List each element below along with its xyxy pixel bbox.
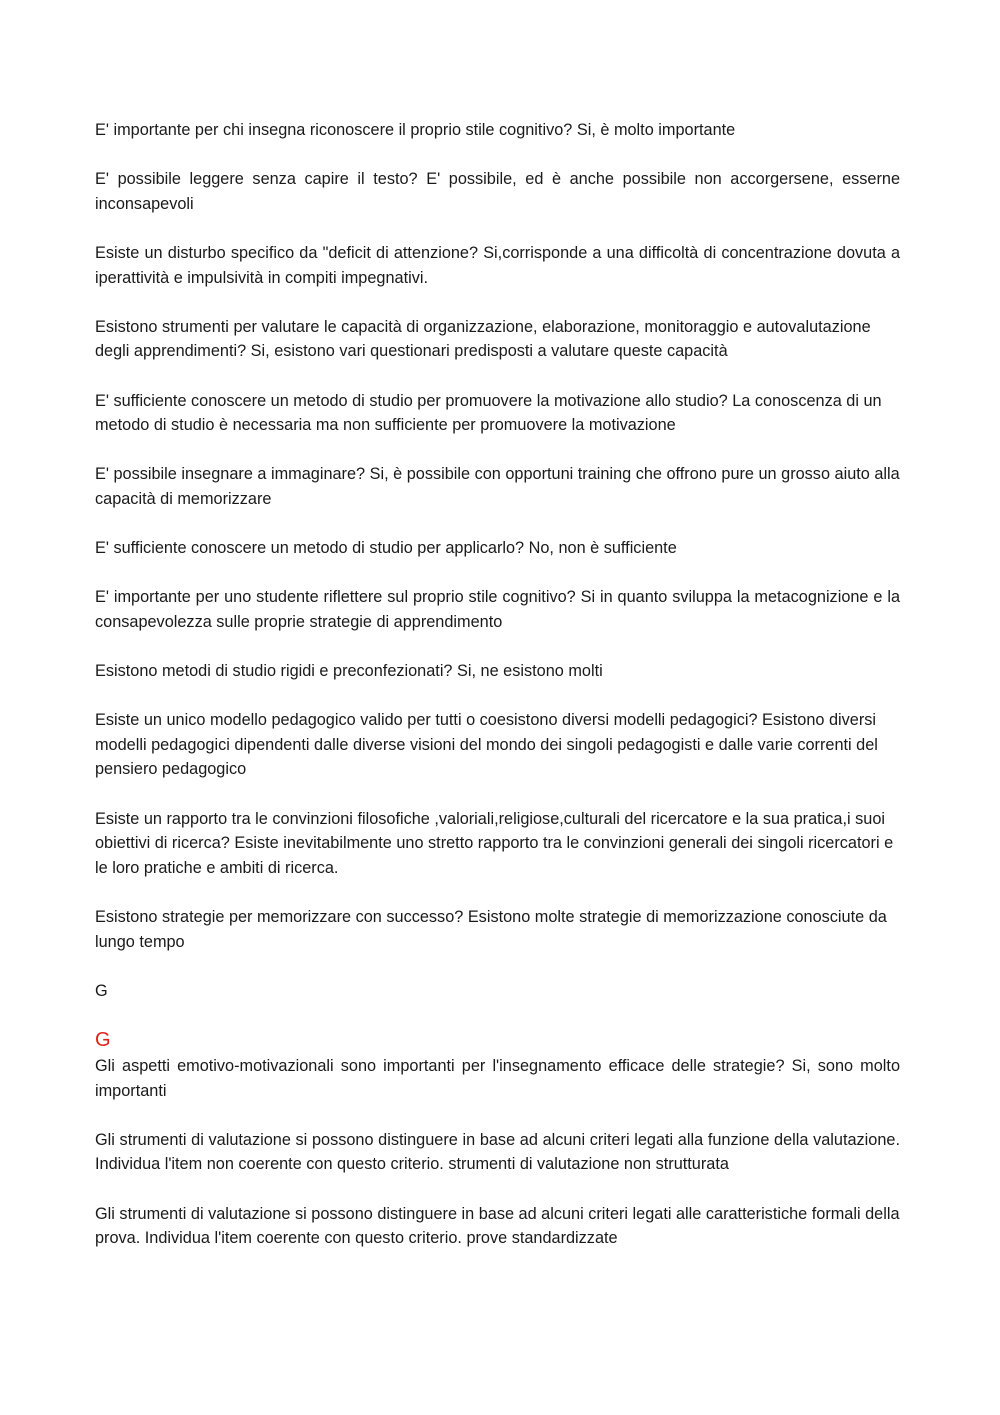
qa-paragraph-9: Esistono metodi di studio rigidi e preconfezionati? Si, ne esistono molti — [95, 662, 603, 681]
qa-paragraph-10: Esiste un unico modello pedagogico valido per tutti o coesistono diversi modelli pedagogici? Esistono diversi modelli pedagogici dipendenti dalle diverse visioni del mondo dei singoli pedagogisti e dalle varie correnti del pensiero pedagogico — [95, 711, 878, 779]
qa-paragraph-11: Esiste un rapporto tra le convinzioni filosofiche ,valoriali,religiose,culturali del ricercatore e la sua pratica,i suoi obiettivi di ricerca? Esiste inevitabilmente uno stretto rapporto tra le convinzioni generali dei singoli ricercatori e le loro pratiche e ambiti di ricerca. — [95, 809, 894, 877]
document-page — [95, 118, 900, 1275]
qa-paragraph-13: Gli aspetti emotivo-motivazionali sono importanti per l'insegnamento efficace delle strategie? Si, sono molto importanti — [95, 1056, 900, 1100]
section-heading-red: G — [95, 1028, 111, 1051]
qa-paragraph-7: E' sufficiente conoscere un metodo di studio per applicarlo? No, non è sufficiente — [95, 539, 677, 558]
qa-paragraph-1: E' importante per chi insegna riconoscere il proprio stile cognitivo? Si, è molto importante — [95, 121, 736, 139]
qa-paragraph-2: E' possibile leggere senza capire il testo? E' possibile, ed è anche possibile non accorgersene, esserne inconsapevoli — [95, 170, 900, 213]
qa-paragraph-4: Esistono strumenti per valutare le capacità di organizzazione, elaborazione, monitoraggio e autovalutazione degli apprendimenti? Si, esistono vari questionari predisposti a valutare queste capacità — [95, 317, 871, 361]
qa-paragraph-3: Esiste un disturbo specifico da "deficit di attenzione? Si,corrisponde a una difficoltà di concentrazione dovuta a iperattività e impulsività in compiti impegnativi. — [95, 243, 900, 287]
qa-paragraph-8: E' importante per uno studente riflettere sul proprio stile cognitivo? Si in quanto sviluppa la metacognizione e la consapevolezza sulle proprie strategie di apprendimento — [95, 588, 900, 631]
qa-paragraph-14: Gli strumenti di valutazione si possono distinguere in base ad alcuni criteri legati alla funzione della valutazione. Individua l'item non coerente con questo criterio. strumenti di valutazione non strutturata — [95, 1130, 900, 1174]
qa-paragraph-15: Gli strumenti di valutazione si possono distinguere in base ad alcuni criteri legati alle caratteristiche formali della prova. Individua l'item coerente con questo criterio. prove standardizzate — [95, 1204, 900, 1248]
qa-paragraph-12: Esistono strategie per memorizzare con successo? Esistono molte strategie di memorizzazione conosciute da lungo tempo — [95, 908, 887, 951]
qa-paragraph-5: E' sufficiente conoscere un metodo di studio per promuovere la motivazione allo studio? La conoscenza di un metodo di studio è necessaria ma non sufficiente per promuovere la motivazione — [95, 391, 882, 435]
qa-paragraph-6: E' possibile insegnare a immaginare? Si, è possibile con opportuni training che offrono pure un grosso aiuto alla capacità di memorizzare — [95, 465, 900, 508]
section-letter: G — [95, 981, 108, 1000]
